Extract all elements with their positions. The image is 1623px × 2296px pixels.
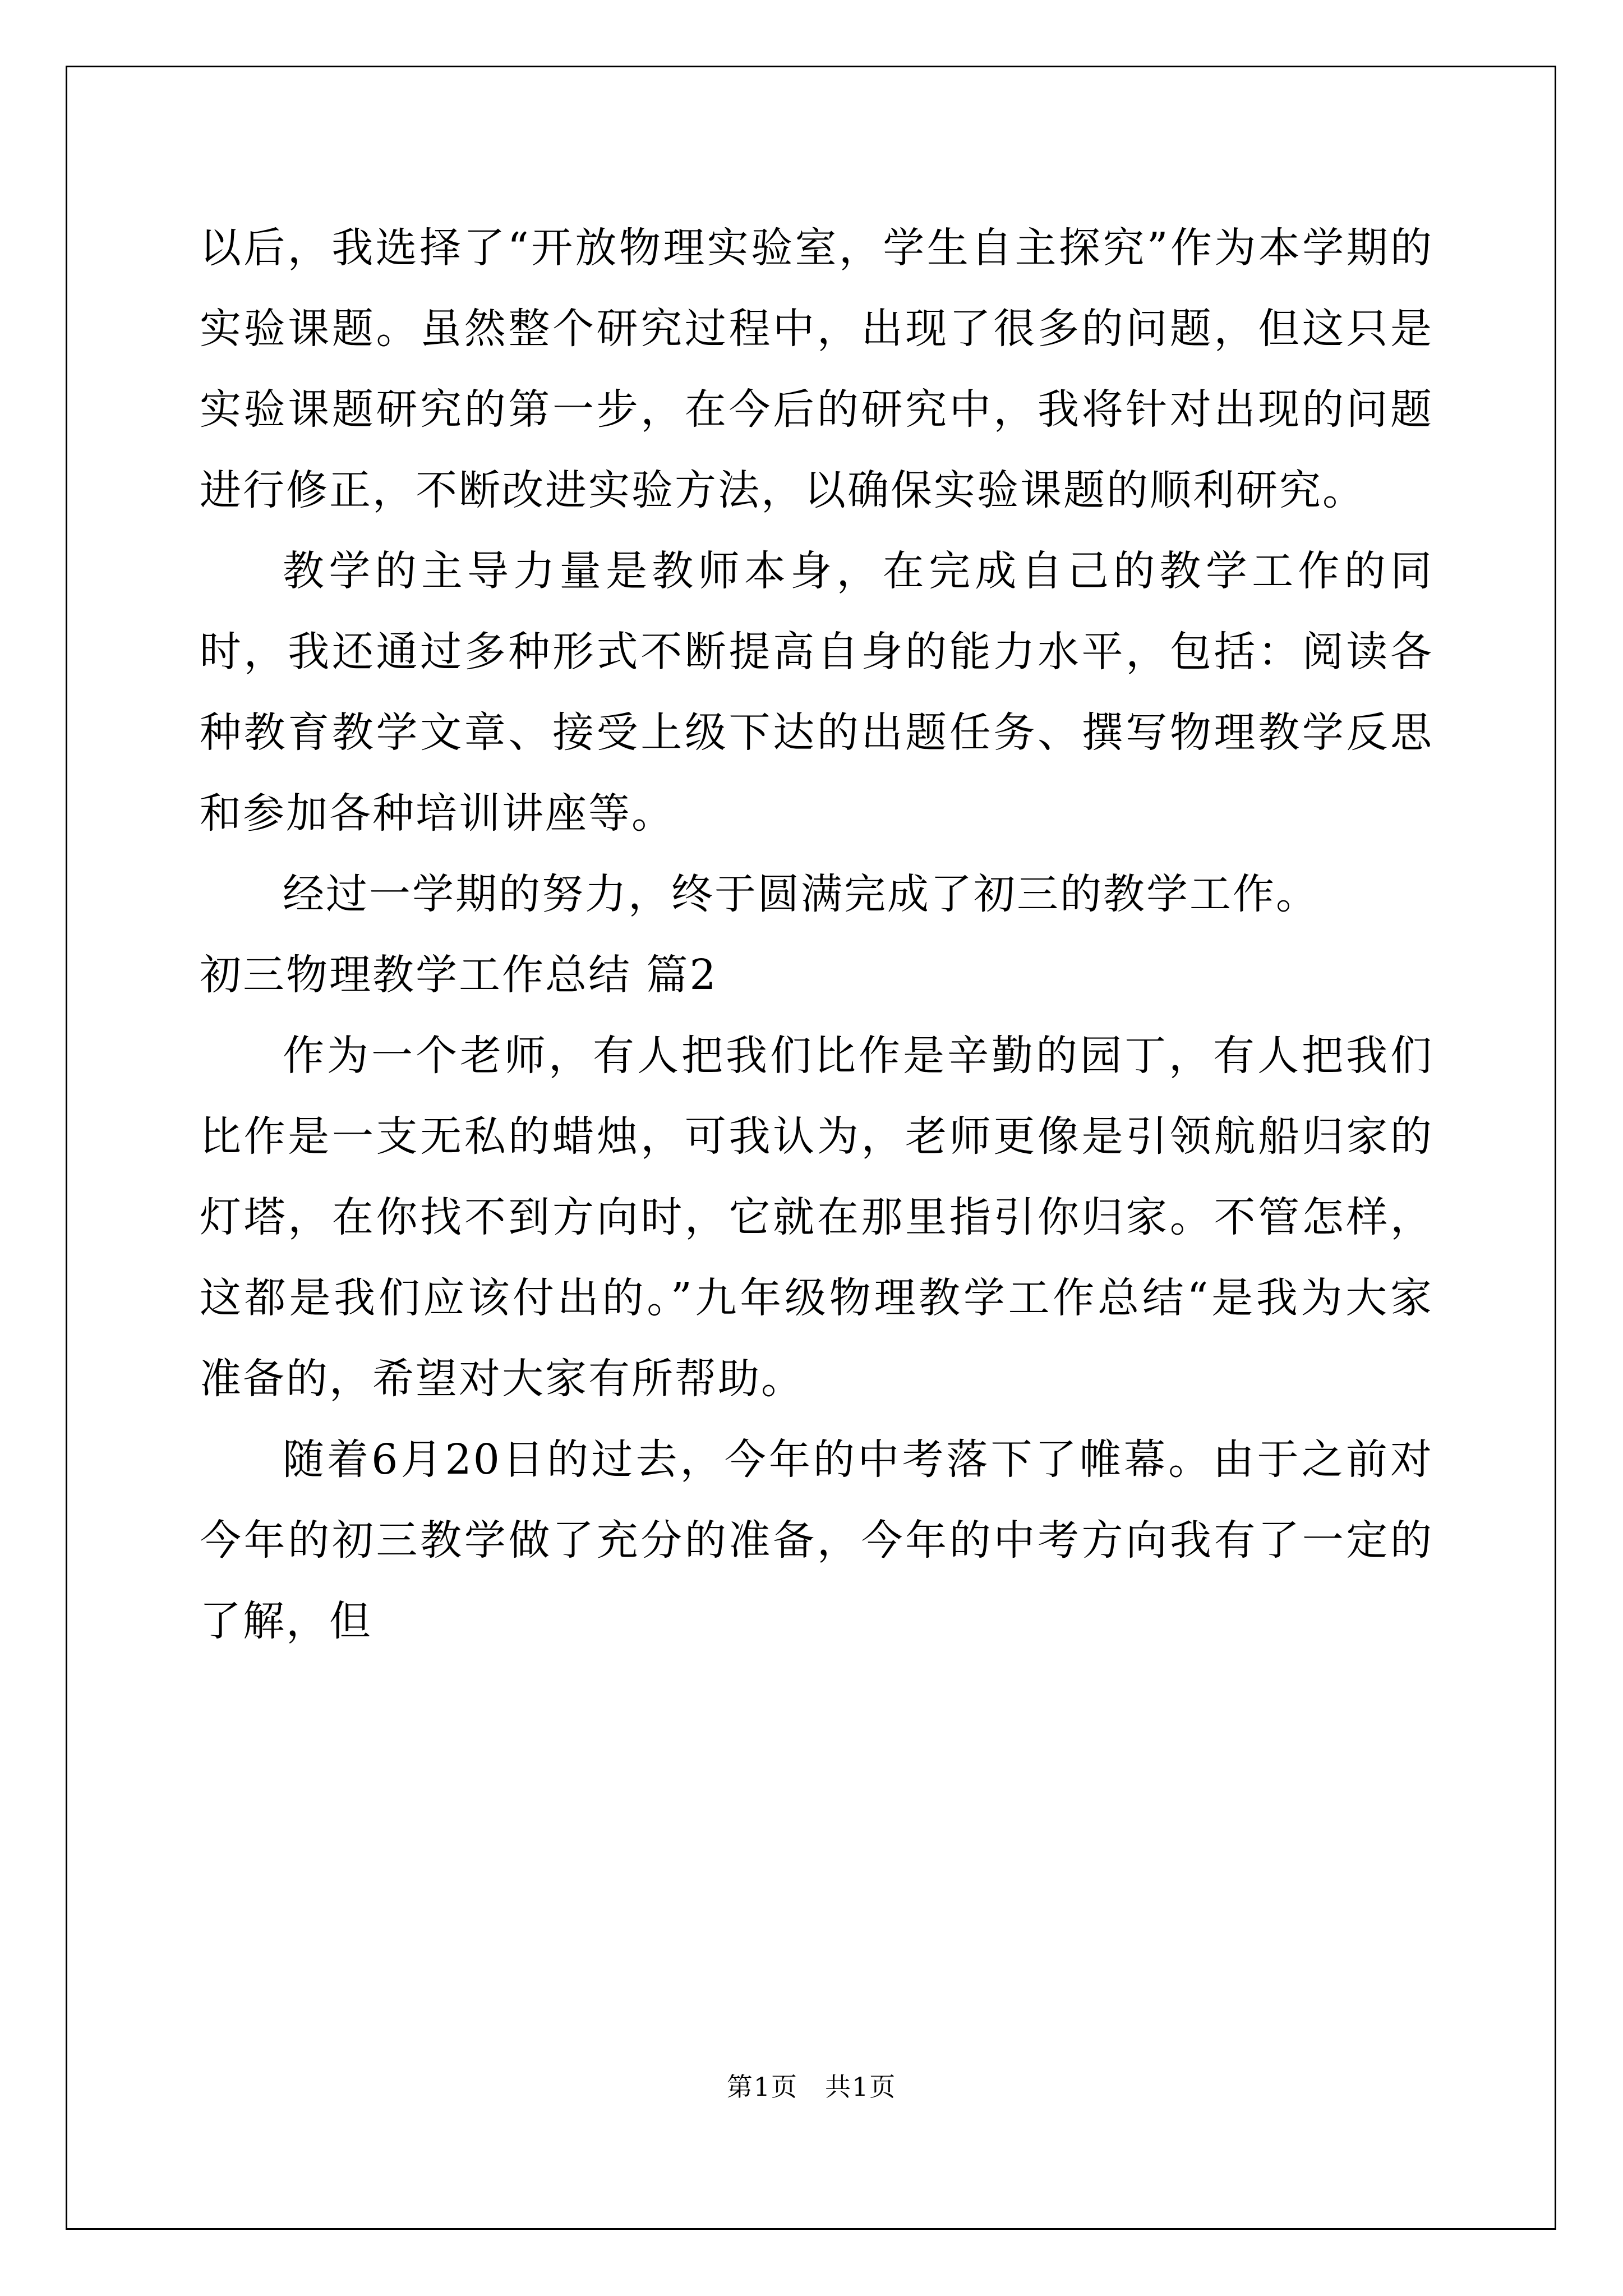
paragraph-conclusion: 经过一学期的努力，终于圆满完成了初三的教学工作。 bbox=[283, 870, 1319, 918]
document-body bbox=[200, 208, 1433, 1662]
section-heading: 初三物理教学工作总结 篇2 bbox=[200, 951, 718, 999]
paragraph-self-improvement: 教学的主导力量是教师本身，在完成自己的教学工作的同时，我还通过多种形式不断提高自身的能力水平，包括：阅读各种教育教学文章、接受上级下达的出题任务、撰写物理教学反思和参加各种培训讲座等。 bbox=[200, 547, 1433, 838]
paragraph-teacher-role: 作为一个老师，有人把我们比作是辛勤的园丁，有人把我们比作是一支无私的蜡烛，可我认为，老师更像是引领航船归家的灯塔，在你找不到方向时，它就在那里指引你归家。不管怎样，这都是我们应该付出的。”九年级物理教学工作总结“是我为大家准备的，希望对大家有所帮助。 bbox=[200, 1032, 1433, 1403]
paragraph-exam: 随着6月20日的过去，今年的中考落下了帷幕。由于之前对今年的初三教学做了充分的准备，今年的中考方向我有了一定的了解，但 bbox=[200, 1435, 1433, 1645]
page-footer: 第1页 共1页 bbox=[726, 2072, 897, 2102]
paragraph-continuation: 以后，我选择了“开放物理实验室，学生自主探究”作为本学期的实验课题。虽然整个研究过程中，出现了很多的问题，但这只是实验课题研究的第一步，在今后的研究中，我将针对出现的问题进行修正，不断改进实验方法，以确保实验课题的顺利研究。 bbox=[200, 224, 1433, 514]
